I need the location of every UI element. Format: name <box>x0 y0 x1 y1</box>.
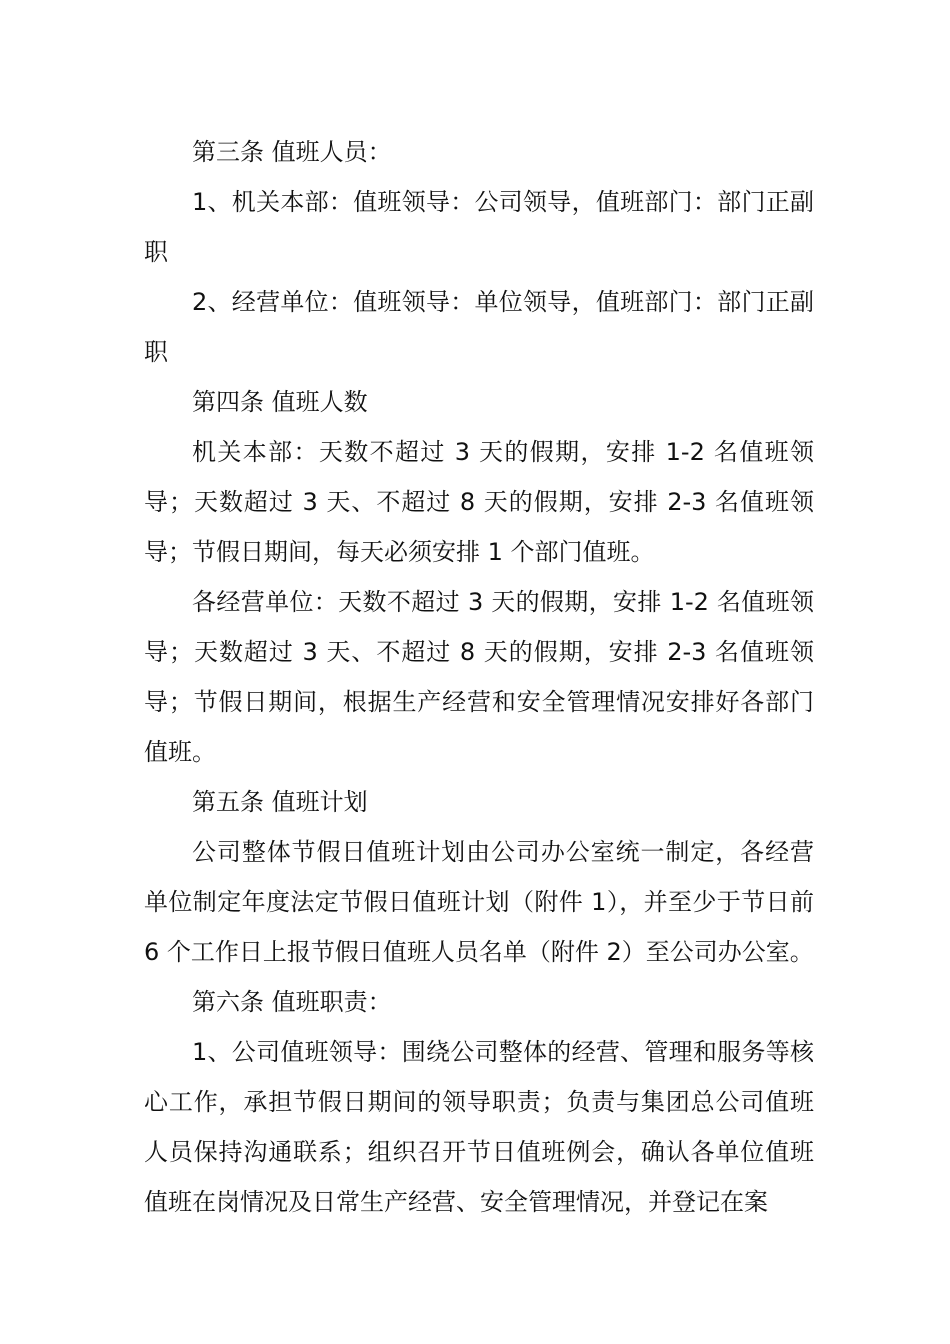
article-6-item-1: 1、公司值班领导：围绕公司整体的经营、管理和服务等核心工作，承担节假日期间的领导职责；负责与集团总公司值班人员保持沟通联系；组织召开节日值班例会，确认各单位值班值班在岗情况及日常生产经营、安全管理情况，并登记在案 <box>144 1038 814 1216</box>
article-5-body: 公司整体节假日值班计划由公司办公室统一制定，各经营单位制定年度法定节假日值班计划（附件 1），并至少于节日前 6 个工作日上报节假日值班人员名单（附件 2）至公司办公室。 <box>144 838 814 966</box>
article-4-heading: 第四条 值班人数 <box>192 388 368 416</box>
article-3-item-2: 2、经营单位：值班领导：单位领导，值班部门：部门正副职 <box>144 288 814 366</box>
article-4-headquarters: 机关本部：天数不超过 3 天的假期，安排 1-2 名值班领导；天数超过 3 天、不超过 8 天的假期，安排 2-3 名值班领导；节假日期间，每天必须安排 1 个部门值班。 <box>144 438 814 566</box>
article-5-heading: 第五条 值班计划 <box>192 788 368 816</box>
document-body <box>144 127 814 1227</box>
article-6-heading: 第六条 值班职责： <box>192 988 392 1016</box>
article-4-business-units: 各经营单位：天数不超过 3 天的假期，安排 1-2 名值班领导；天数超过 3 天、不超过 8 天的假期，安排 2-3 名值班领导；节假日期间，根据生产经营和安全管理情况安排好各部门值班。 <box>144 588 814 766</box>
article-3-heading: 第三条 值班人员： <box>192 138 392 166</box>
article-3-item-1: 1、机关本部：值班领导：公司领导，值班部门：部门正副职 <box>144 188 814 266</box>
